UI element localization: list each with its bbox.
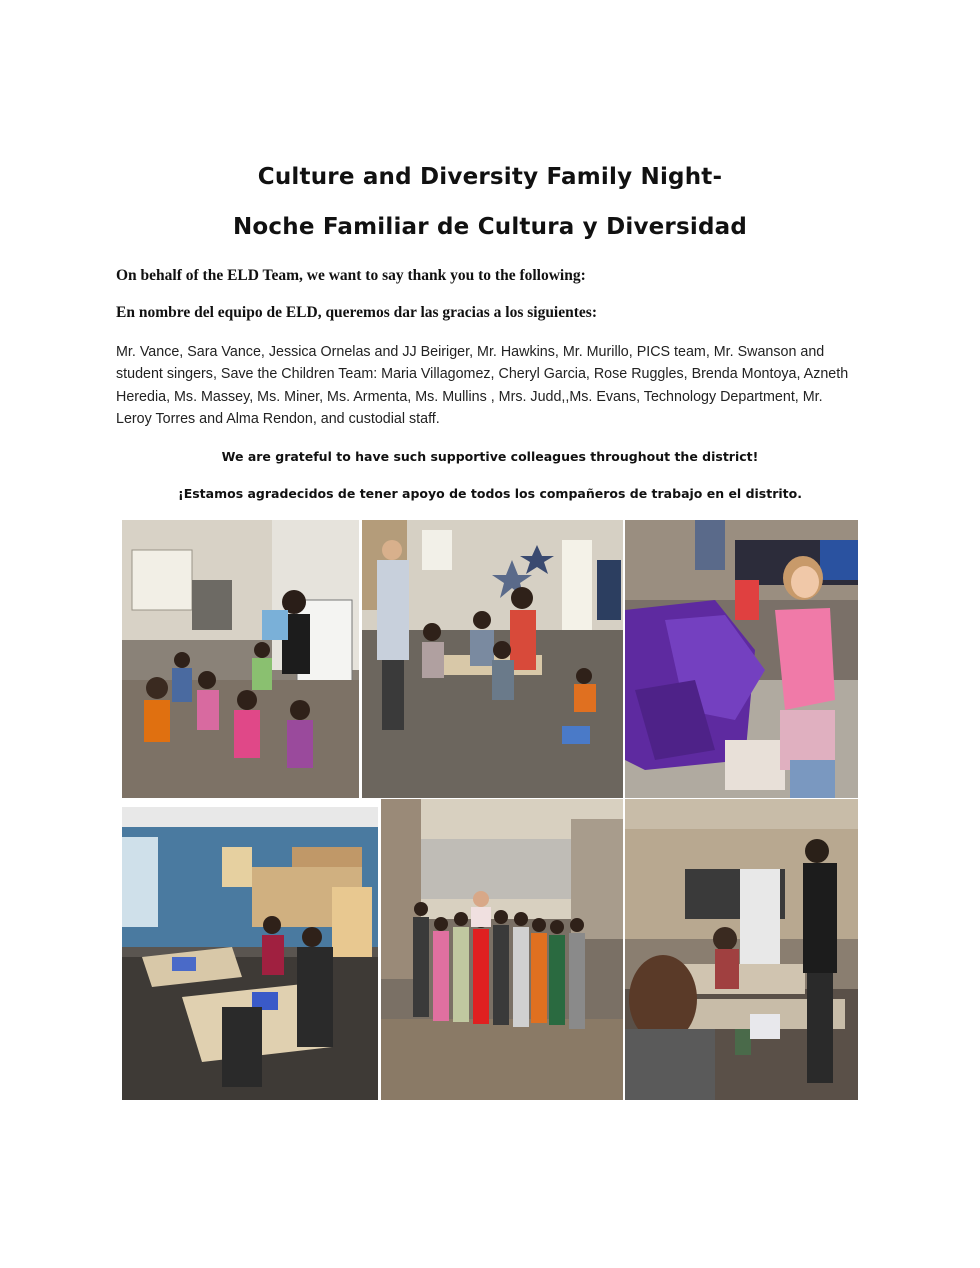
photo-student-singers: [381, 799, 623, 1100]
thanks-list: Mr. Vance, Sara Vance, Jessica Ornelas and JJ Beiriger, Mr. Hawkins, Mr. Murillo, PICS team, Mr. Swanson and student singers, Save the Children Team: Maria Villagomez, Cheryl Garcia, Rose Ruggles, Brenda Montoya, Azneth Heredia, Ms. Massey, Ms. Miner, Ms. Armenta, Ms. Mullins , Mrs. Judd,,Ms. Evans, Technology Department, Mr. Leroy Torres and Alma Rendon, and custodial staff.: [116, 344, 849, 427]
photo-classroom-tables-activity: [362, 520, 623, 798]
page-title-spanish: Noche Familiar de Cultura y Diversidad: [232, 214, 747, 240]
photo-presenter-in-room: [625, 799, 858, 1100]
photo-empty-classroom: [122, 807, 378, 1100]
photo-girl-with-purple-bags: [625, 520, 858, 798]
gratitude-line-spanish: ¡Estamos agradecidos de tener apoyo de todos los compañeros de trabajo en el distrito.: [178, 486, 802, 501]
photo-classroom-reading-circle: [122, 520, 359, 798]
gratitude-line-english: We are grateful to have such supportive colleagues throughout the district!: [221, 449, 759, 464]
intro-line-spanish: En nombre del equipo de ELD, queremos dar las gracias a los siguientes:: [116, 304, 597, 321]
page-title-english: Culture and Diversity Family Night-: [257, 164, 723, 190]
intro-line-english: On behalf of the ELD Team, we want to say thank you to the following:: [116, 267, 586, 284]
